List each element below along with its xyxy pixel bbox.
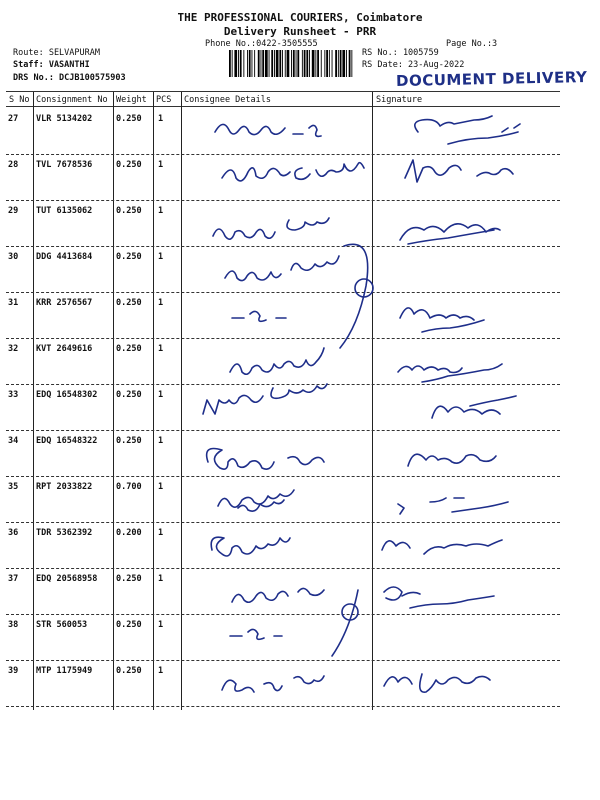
rs-number: RS No.: 1005759 xyxy=(362,48,439,58)
row-consignment-no: DDG 4413684 xyxy=(36,252,93,262)
row-consignment-no: EDQ 16548322 xyxy=(36,436,98,446)
row-sno: 38 xyxy=(8,620,19,630)
row-consignment-no: TUT 6135062 xyxy=(36,206,93,216)
drs-number: DRS No.: DCJB100575903 xyxy=(13,73,126,83)
row-pcs: 1 xyxy=(158,666,164,676)
row-weight: 0.250 xyxy=(116,666,142,676)
row-consignment-no: EDQ 16548302 xyxy=(36,390,98,400)
row-weight: 0.250 xyxy=(116,298,142,308)
row-pcs: 1 xyxy=(158,160,164,170)
table-row xyxy=(0,248,600,294)
row-separator xyxy=(6,338,560,339)
row-separator xyxy=(6,614,560,615)
barcode xyxy=(228,50,354,77)
row-sno: 33 xyxy=(8,390,19,400)
row-consignment-no: MTP 1175949 xyxy=(36,666,93,676)
header-rule-bottom xyxy=(6,106,560,107)
row-separator xyxy=(6,292,560,293)
row-weight: 0.250 xyxy=(116,252,142,262)
table-row xyxy=(0,478,600,524)
row-sno: 28 xyxy=(8,160,19,170)
table-row xyxy=(0,662,600,708)
row-weight: 0.250 xyxy=(116,114,142,124)
row-separator xyxy=(6,660,560,661)
row-sno: 30 xyxy=(8,252,19,262)
row-sno: 39 xyxy=(8,666,19,676)
row-separator xyxy=(6,200,560,201)
row-weight: 0.250 xyxy=(116,620,142,630)
table-row xyxy=(0,386,600,432)
row-separator xyxy=(6,384,560,385)
col-consignee: Consignee Details xyxy=(184,95,271,105)
row-weight: 0.250 xyxy=(116,344,142,354)
row-sno: 31 xyxy=(8,298,19,308)
row-weight: 0.250 xyxy=(116,160,142,170)
row-weight: 0.700 xyxy=(116,482,142,492)
row-pcs: 1 xyxy=(158,574,164,584)
row-weight: 0.200 xyxy=(116,528,142,538)
company-title: THE PROFESSIONAL COURIERS, Coimbatore xyxy=(177,11,423,24)
row-pcs: 1 xyxy=(158,344,164,354)
table-row xyxy=(0,524,600,570)
row-pcs: 1 xyxy=(158,482,164,492)
row-pcs: 1 xyxy=(158,114,164,124)
row-separator xyxy=(6,476,560,477)
route-label: Route: SELVAPURAM xyxy=(13,48,100,58)
row-sno: 32 xyxy=(8,344,19,354)
header-rule-top xyxy=(6,91,560,92)
table-row xyxy=(0,294,600,340)
row-sno: 27 xyxy=(8,114,19,124)
row-pcs: 1 xyxy=(158,620,164,630)
row-separator xyxy=(6,246,560,247)
row-consignment-no: TDR 5362392 xyxy=(36,528,93,538)
row-pcs: 1 xyxy=(158,436,164,446)
document-title: Delivery Runsheet - PRR xyxy=(223,25,377,38)
row-sno: 35 xyxy=(8,482,19,492)
row-separator xyxy=(6,568,560,569)
phone-number: Phone No.:0422-3505555 xyxy=(205,39,318,49)
page-number: Page No.:3 xyxy=(446,39,498,49)
col-pcs: PCS xyxy=(156,95,172,105)
table-row xyxy=(0,432,600,478)
row-consignment-no: TVL 7678536 xyxy=(36,160,93,170)
row-pcs: 1 xyxy=(158,390,164,400)
table-row xyxy=(0,340,600,386)
row-separator xyxy=(6,522,560,523)
table-row xyxy=(0,616,600,662)
row-sno: 37 xyxy=(8,574,19,584)
col-sno: S No xyxy=(9,95,30,105)
row-separator xyxy=(6,706,560,707)
row-separator xyxy=(6,430,560,431)
table-row xyxy=(0,156,600,202)
table-row xyxy=(0,110,600,156)
row-pcs: 1 xyxy=(158,252,164,262)
row-weight: 0.250 xyxy=(116,574,142,584)
row-consignment-no: VLR 5134202 xyxy=(36,114,93,124)
row-sno: 29 xyxy=(8,206,19,216)
row-consignment-no: RPT 2033822 xyxy=(36,482,93,492)
row-sno: 34 xyxy=(8,436,19,446)
table-row xyxy=(0,202,600,248)
col-signature: Signature xyxy=(376,95,423,105)
row-separator xyxy=(6,154,560,155)
row-consignment-no: KVT 2649616 xyxy=(36,344,93,354)
staff-label: Staff: VASANTHI xyxy=(13,60,90,70)
row-pcs: 1 xyxy=(158,528,164,538)
document-delivery-stamp: DOCUMENT DELIVERY xyxy=(395,67,588,91)
row-weight: 0.250 xyxy=(116,206,142,216)
table-row xyxy=(0,570,600,616)
rs-date: RS Date: 23-Aug-2022 xyxy=(362,60,465,70)
row-pcs: 1 xyxy=(158,206,164,216)
row-consignment-no: STR 560053 xyxy=(36,620,88,630)
row-consignment-no: KRR 2576567 xyxy=(36,298,93,308)
row-pcs: 1 xyxy=(158,298,164,308)
col-weight: Weight xyxy=(116,95,147,105)
col-consignment: Consignment No xyxy=(36,95,108,105)
row-weight: 0.250 xyxy=(116,436,142,446)
row-sno: 36 xyxy=(8,528,19,538)
row-consignment-no: EDQ 20568958 xyxy=(36,574,98,584)
row-weight: 0.250 xyxy=(116,390,142,400)
